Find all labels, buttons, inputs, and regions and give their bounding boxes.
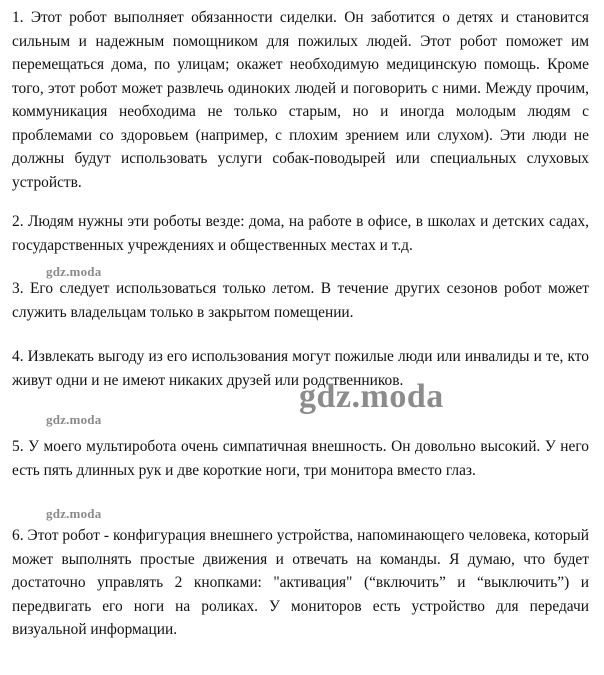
watermark-small: gdz.moda <box>46 506 102 521</box>
watermark-small: gdz.moda <box>46 412 102 427</box>
paragraph-5: 5. У моего мультиробота очень симпатичная внешность. Он довольно высокий. У него есть пять длинных рук и две короткие ноги, три монитора вместо глаз. <box>12 438 589 479</box>
paragraph-6: 6. Этот робот - конфигурация внешнего устройства, напоминающего человека, который может выполнять простые движения и отвечать на команды. Я думаю, что будет достаточно управлять 2 кнопками: "активация" (“включить” и “выключить”) и передвигать его ноги на роликах. У мониторов есть устройство для передачи визуальной информации. <box>12 527 589 638</box>
paragraph-1: 1. Этот робот выполняет обязанности сиделки. Он заботится о детях и становится сильным и надежным помощником для пожилых людей. Этот робот поможет им перемещаться дома, по улицам; окажет необходимую медицинскую помощь. Кроме того, этот робот может развлечь одиноких людей и поговорить с ними. Между прочим, коммуникация необходима не только старым, но и иногда молодым людям с проблемами со здоровьем (например, с плохим зрением или слухом). Эти люди не должны будут использовать услуги собак-поводырей или специальных слуховых устройств. <box>12 9 589 191</box>
paragraph-3: 3. Его следует использоваться только летом. В течение других сезонов робот может служить владельцам только в закрытом помещении. <box>12 280 589 321</box>
watermark-large: gdz.moda <box>299 378 444 415</box>
paragraph-2: 2. Людям нужны эти роботы везде: дома, на работе в офисе, в школах и детских садах, государственных учреждениях и общественных местах и т.д. <box>12 213 589 254</box>
paragraph-4: 4. Извлекать выгоду из его использования могут пожилые люди или инвалиды и те, кто живут одни и не имеют никаких друзей или родственников. <box>12 348 589 389</box>
watermark-small: gdz.moda <box>46 264 102 279</box>
